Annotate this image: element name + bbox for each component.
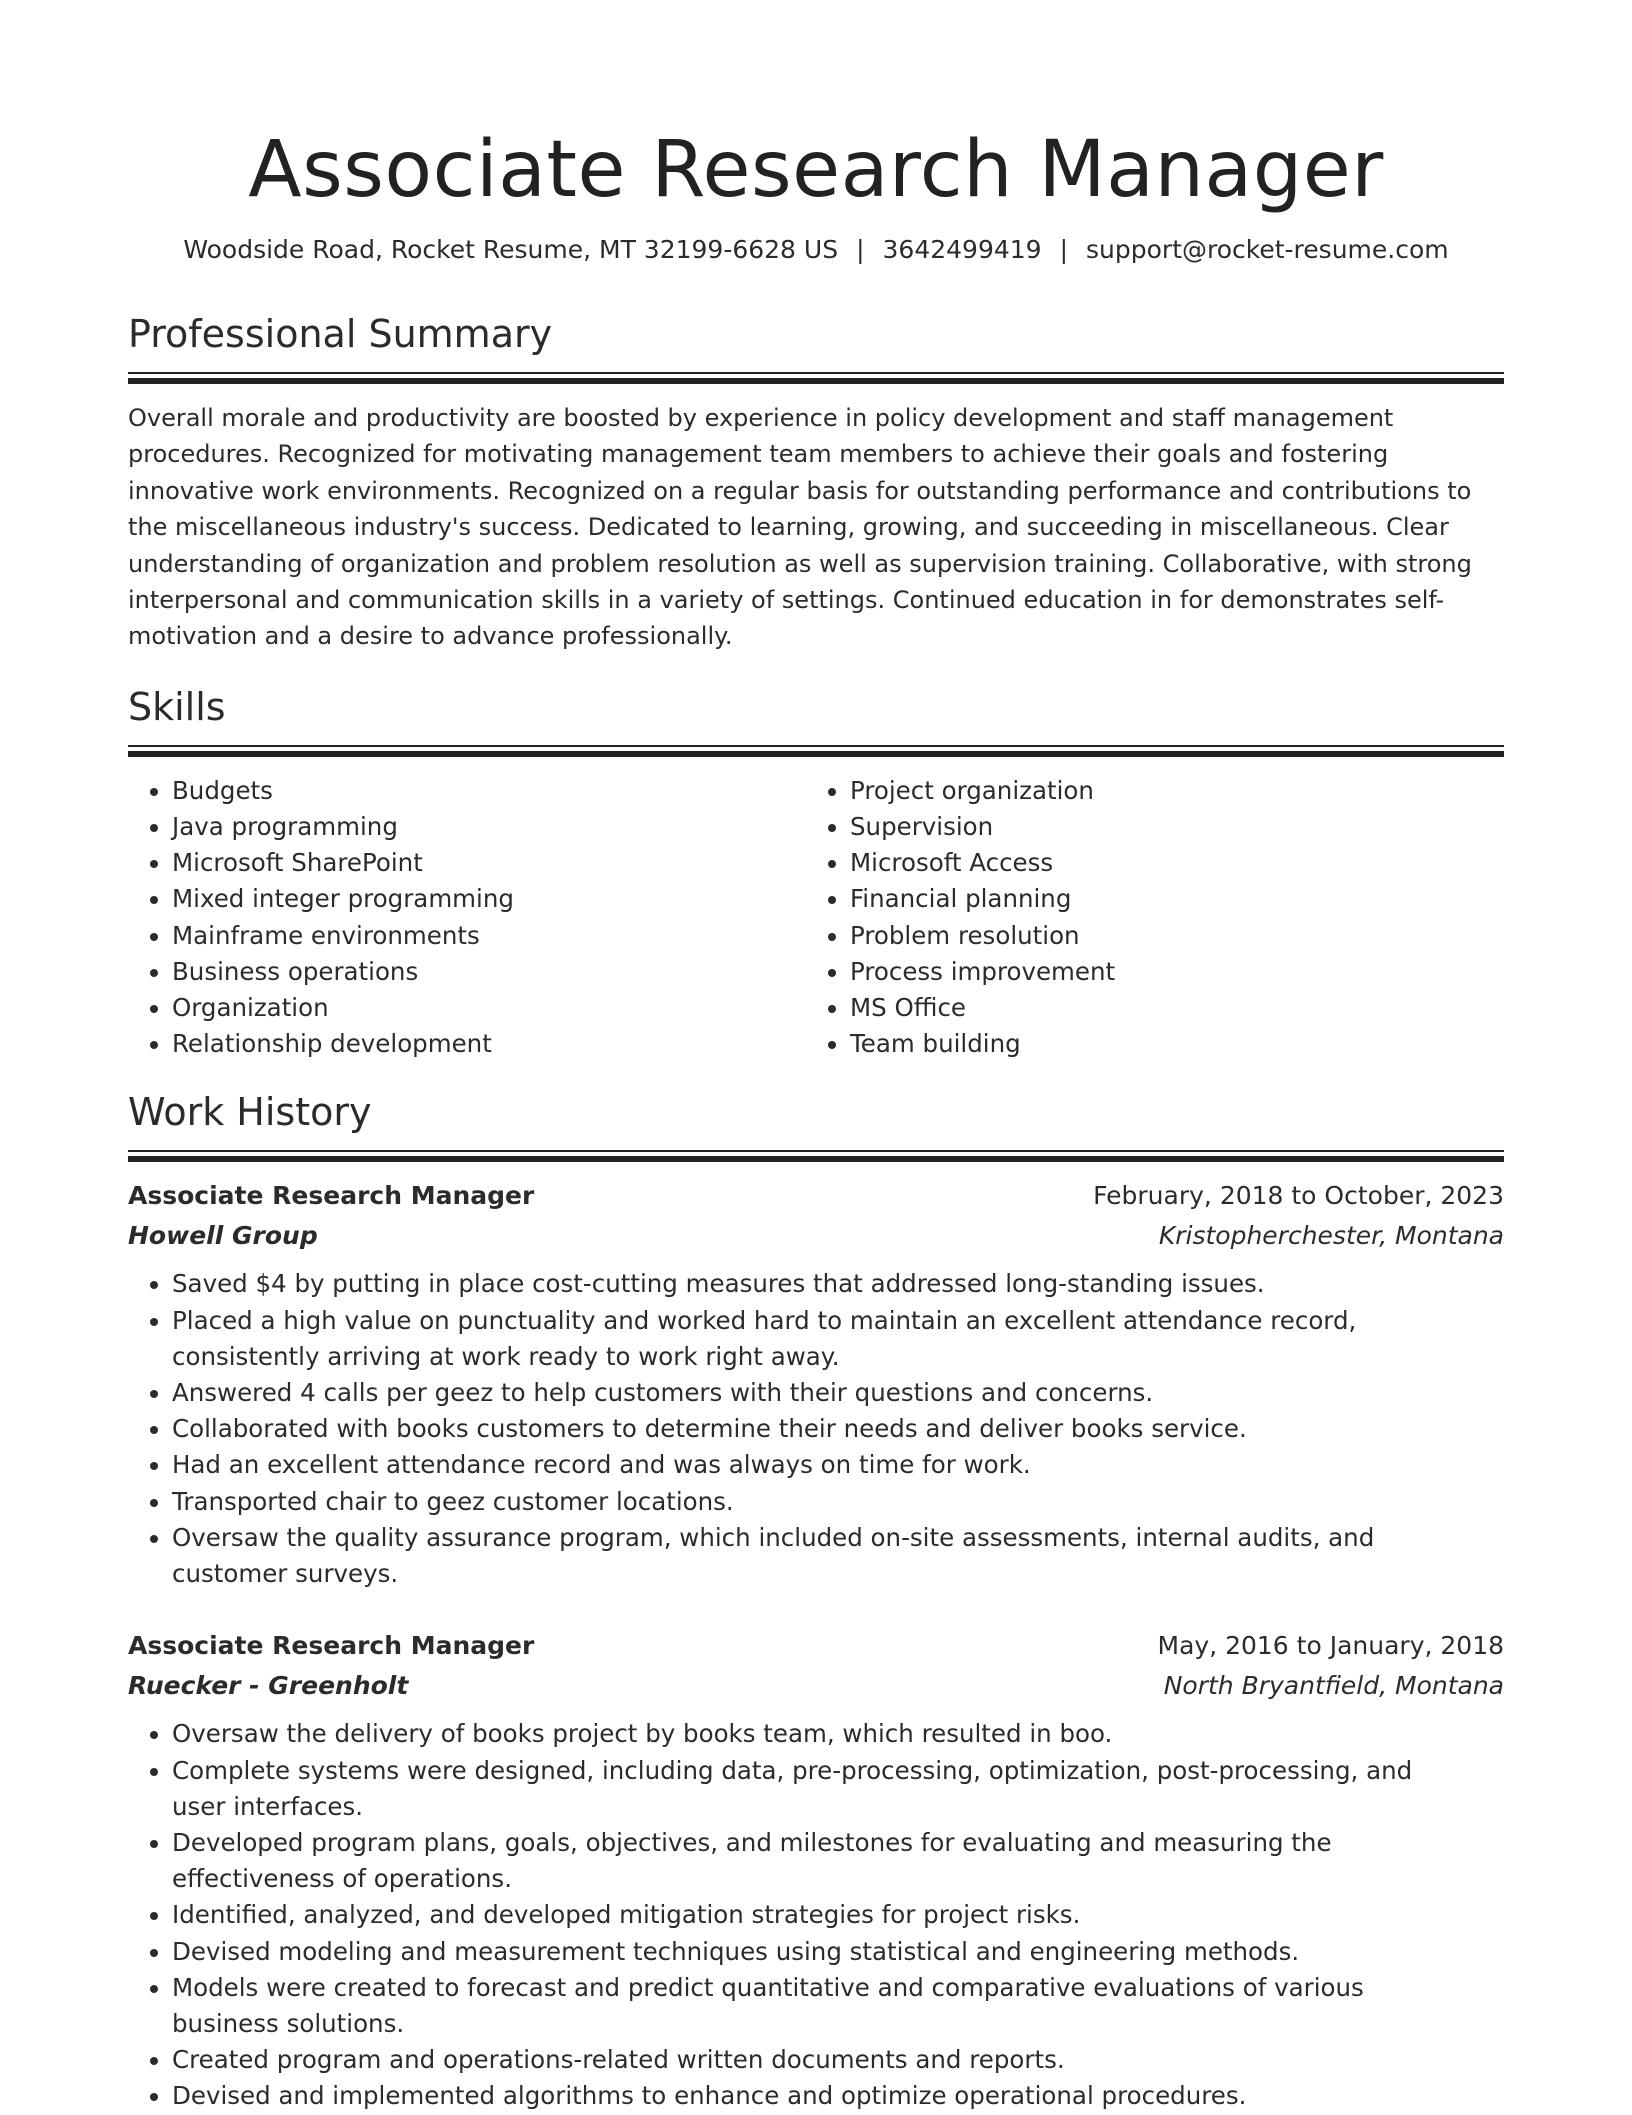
job-header <box>128 1176 1504 1216</box>
job-entry <box>128 1176 1504 1592</box>
job-title: Associate Research Manager <box>128 1181 535 1211</box>
resume-page <box>128 0 1504 2115</box>
section-divider <box>128 1150 1504 1162</box>
skill-item: • Budgets <box>172 773 806 809</box>
job-entry <box>128 1626 1504 2114</box>
skill-item: • Business operations <box>172 954 806 990</box>
job-bullet: • Oversaw the quality assurance program, which included on-site assessments, internal audits, and customer surveys. <box>172 1520 1504 1592</box>
section-title-summary: Professional Summary <box>128 312 553 356</box>
contact-email: support@rocket-resume.com <box>1086 235 1449 264</box>
contact-line <box>128 234 1504 266</box>
skill-item: • Supervision <box>850 809 1504 845</box>
skill-item: • Relationship development <box>172 1026 806 1062</box>
job-bullets <box>128 1266 1504 1592</box>
contact-address: Woodside Road, Rocket Resume, MT 32199-6628 US <box>183 235 839 264</box>
job-subheader <box>128 1216 1504 1256</box>
candidate-name: Associate Research Manager <box>248 125 1384 215</box>
job-location: Kristopherchester, Montana <box>1158 1221 1504 1251</box>
job-title: Associate Research Manager <box>128 1631 535 1661</box>
skill-item: • Microsoft Access <box>850 845 1504 881</box>
skill-item: • Project organization <box>850 773 1504 809</box>
job-company: Howell Group <box>128 1221 318 1251</box>
job-bullet: • Transported chair to geez customer locations. <box>172 1484 1504 1520</box>
job-bullet: • Complete systems were designed, including data, pre-processing, optimization, post-processing, and user interfaces. <box>172 1753 1504 1825</box>
skill-item: • Process improvement <box>850 954 1504 990</box>
job-subheader <box>128 1666 1504 1706</box>
job-bullet: • Answered 4 calls per geez to help customers with their questions and concerns. <box>172 1375 1504 1411</box>
skill-item: • Problem resolution <box>850 918 1504 954</box>
section-title-work-history: Work History <box>128 1090 372 1135</box>
job-company: Ruecker - Greenholt <box>128 1671 409 1701</box>
skill-item: • Mixed integer programming <box>172 881 806 917</box>
job-bullet: • Models were created to forecast and predict quantitative and comparative evaluations of various business solutions. <box>172 1970 1504 2042</box>
skills-list <box>128 773 1504 1063</box>
job-bullet: • Oversaw the delivery of books project by books team, which resulted in boo. <box>172 1716 1504 1752</box>
skill-item: • Organization <box>172 990 806 1026</box>
job-location: North Bryantfield, Montana <box>1163 1671 1504 1701</box>
job-bullet: • Devised and implemented algorithms to enhance and optimize operational procedures. <box>172 2078 1504 2114</box>
job-bullet: • Saved $4 by putting in place cost-cutting measures that addressed long-standing issues. <box>172 1266 1504 1302</box>
section-divider <box>128 372 1504 384</box>
job-bullet: • Collaborated with books customers to determine their needs and deliver books service. <box>172 1411 1504 1447</box>
job-bullet: • Identified, analyzed, and developed mitigation strategies for project risks. <box>172 1897 1504 1933</box>
skill-item: • MS Office <box>850 990 1504 1026</box>
skill-item: • Mainframe environments <box>172 918 806 954</box>
job-bullet: • Had an excellent attendance record and was always on time for work. <box>172 1447 1504 1483</box>
job-header <box>128 1626 1504 1666</box>
section-divider <box>128 745 1504 757</box>
contact-separator: | <box>1059 235 1069 264</box>
skill-item: • Financial planning <box>850 881 1504 917</box>
section-title-skills: Skills <box>128 684 226 729</box>
contact-separator: | <box>856 235 865 264</box>
job-bullet: • Created program and operations-related written documents and reports. <box>172 2042 1504 2078</box>
summary-text: Overall morale and productivity are boosted by experience in policy development and staff management procedures. Recognized for motivating management team members to achieve their goals and fostering innovative work environments. Recognized on a regular basis for outstanding performance and contributions to the miscellaneous industry's success. Dedicated to learning, growing, and succeeding in miscellaneous. Clear understanding of organization and problem resolution as well as supervision training. Collaborative, with strong interpersonal and communication skills in a variety of settings. Continued education in for demonstrates self-motivation and a desire to advance professionally. <box>128 404 1472 651</box>
skills-column-left <box>128 773 806 1063</box>
skills-column-right <box>806 773 1504 1063</box>
skill-item: • Java programming <box>172 809 806 845</box>
job-bullet: • Developed program plans, goals, objectives, and milestones for evaluating and measuring the effectiveness of operations. <box>172 1825 1504 1897</box>
job-bullets <box>128 1716 1504 2114</box>
contact-phone: 3642499419 <box>882 235 1042 264</box>
skill-item: • Microsoft SharePoint <box>172 845 806 881</box>
job-dates: May, 2016 to January, 2018 <box>1157 1631 1504 1661</box>
job-bullet: • Placed a high value on punctuality and worked hard to maintain an excellent attendance record, consistently arriving at work ready to work right away. <box>172 1303 1504 1375</box>
job-bullet: • Devised modeling and measurement techniques using statistical and engineering methods. <box>172 1934 1504 1970</box>
skill-item: • Team building <box>850 1026 1504 1062</box>
job-dates: February, 2018 to October, 2023 <box>1093 1181 1504 1211</box>
